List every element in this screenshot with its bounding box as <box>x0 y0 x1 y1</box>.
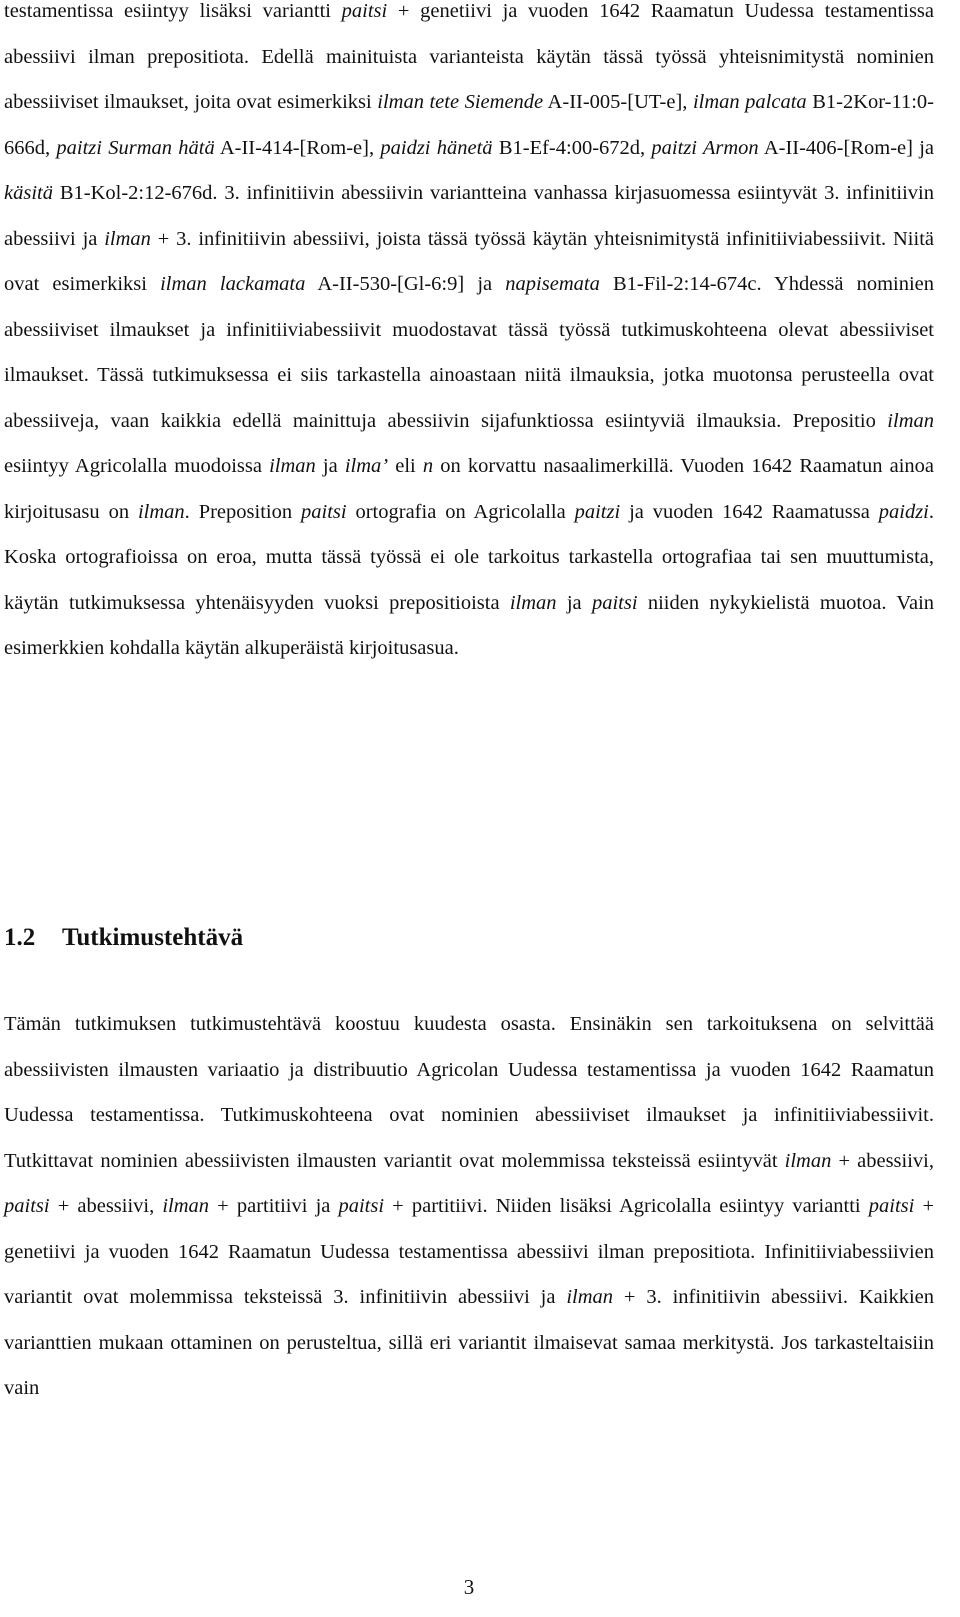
italic-text-segment: ilman <box>784 1149 832 1172</box>
text-segment: ja <box>556 591 592 614</box>
italic-text-segment: ilman lackamata <box>160 273 306 295</box>
text-segment: + 3. infinitiivin abessiivi, joista tässä työssä käytän yhteisnimitystä infinitiiviabessiivit. Niitä ovat esimerkiksi <box>4 227 934 295</box>
text-segment: + partitiivi. Niiden lisäksi Agricolalla esiintyy variantti <box>384 1195 869 1217</box>
body-paragraph <box>4 1002 934 1412</box>
italic-text-segment: ilman palcata <box>692 91 807 113</box>
italic-text-segment: paitsi <box>868 1195 915 1217</box>
section-title: Tutkimustehtävä <box>62 924 244 951</box>
page-number: 3 <box>463 1575 475 1599</box>
italic-text-segment: ilman <box>566 1286 614 1308</box>
text-segment: . Preposition <box>184 500 301 523</box>
text-segment: niiden nykykielistä muotoa. Vain esimerkkien kohdalla käytän alkuperäistä kirjoitusasua. <box>4 591 935 659</box>
italic-text-segment: ilman <box>104 227 151 250</box>
body-paragraph <box>4 0 934 672</box>
text-segment: + abessiivi, <box>831 1149 934 1172</box>
text-segment: Tämän tutkimuksen tutkimustehtävä koostuu kuudesta osasta. Ensinäkin sen tarkoituksena on selvittää abessiivisten ilmausten variaatio ja distribuutio Agricolan Uudessa testamentissa ja vuoden 1642 Raamatun Uudessa testamentissa. Tutkimuskohteena ovat nominien abessiiviset ilmaukset ja infinitiiviabessiivit. Tutkittavat nominien abessiivisten ilmausten variantit ovat molemmissa teksteissä esiintyvät <box>4 1013 934 1172</box>
text-segment: esiintyy Agricolalla muodoissa <box>4 455 270 477</box>
italic-text-segment: käsitä <box>4 182 53 204</box>
text-segment: eli <box>388 455 423 477</box>
text-segment: A-II-406-[Rom-e] ja <box>758 136 935 159</box>
italic-text-segment: paitsi <box>338 1195 385 1217</box>
italic-text-segment: paidzi <box>878 500 929 523</box>
text-segment: B1-Kol-2:12-676d. 3. infinitiivin abessiivin variantteina vanhassa kirjasuomessa esiintyvät 3. infinitiivin abessiivi ja <box>4 182 934 250</box>
italic-text-segment: ilman <box>162 1195 210 1217</box>
italic-text-segment: paitsi <box>341 0 388 22</box>
text-segment: ja vuoden 1642 Raamatussa <box>620 500 879 523</box>
italic-text-segment: napisemata <box>505 273 600 295</box>
text-segment: B1-2Kor-11:0-666d, <box>4 91 934 159</box>
text-segment: + genetiivi ja vuoden 1642 Raamatun Uudessa testamentissa abessiivi ilman prepositiota. Infinitiiviabessiivien variantit ovat molemmissa teksteissä 3. infinitiivin abessiivi ja <box>4 1195 935 1308</box>
italic-text-segment: paidzi hänetä <box>380 136 493 159</box>
section-heading <box>4 918 243 958</box>
text-segment: A-II-414-[Rom-e], <box>214 136 381 159</box>
text-segment: B1-Fil-2:14-674c. Yhdessä nominien abessiiviset ilmaukset ja infinitiiviabessiivit muodostavat tässä työssä tutkimuskohteena olevat abessiiviset ilmaukset. Tässä tutkimuksessa ei siis tarkastella ainoastaan niitä ilmauksia, jotka muotonsa perusteella ovat abessiiveja, vaan kaikkia edellä mainittuja abessiivin sijafunktiossa esiintyviä ilmauksia. Prepositio <box>4 273 935 432</box>
italic-text-segment: ilman tete Siemende <box>377 91 544 113</box>
document-page <box>4 0 934 1617</box>
italic-text-segment: ilman <box>269 455 316 477</box>
text-segment: + abessiivi, <box>49 1195 163 1217</box>
text-segment: on korvattu nasaalimerkillä. Vuoden 1642 Raamatun ainoa kirjoitusasu on <box>4 455 934 523</box>
italic-text-segment: ilman <box>509 591 557 614</box>
italic-text-segment: ilman <box>137 500 185 523</box>
section-number: 1.2 <box>4 924 36 951</box>
text-segment: testamentissa esiintyy lisäksi variantti <box>4 0 342 22</box>
italic-text-segment: paitzi <box>574 500 621 523</box>
text-segment: ortografia on Agricolalla <box>346 500 575 523</box>
italic-text-segment: paitzi Armon <box>651 136 759 159</box>
italic-text-segment: paitsi <box>591 591 638 614</box>
italic-text-segment: ilman <box>887 409 934 432</box>
italic-text-segment: ilma’ <box>344 455 389 477</box>
text-segment: B1-Ef-4:00-672d, <box>492 136 652 159</box>
text-segment: ja <box>315 455 345 477</box>
text-segment: + genetiivi ja vuoden 1642 Raamatun Uudessa testamentissa abessiivi ilman prepositiota. Edellä mainituista varianteista käytän tässä työssä yhteisnimitystä nominien abessiiviset ilmaukset, joita ovat esimerkiksi <box>4 0 935 113</box>
text-segment: . Koska ortografioissa on eroa, mutta tässä työssä ei ole tarkoitus tarkastella ortografiaa tai sen muuttumista, käytän tutkimuksessa yhtenäisyyden vuoksi prepositioista <box>4 500 934 614</box>
text-segment: A-II-005-[UT-e], <box>543 91 693 113</box>
italic-text-segment: paitzi Surman hätä <box>56 136 215 159</box>
text-segment: + partitiivi ja <box>209 1195 339 1217</box>
italic-text-segment: n <box>422 455 434 477</box>
text-segment: A-II-530-[Gl-6:9] ja <box>305 273 506 295</box>
text-segment: + 3. infinitiivin abessiivi. Kaikkien varianttien mukaan ottaminen on perusteltua, sillä eri variantit ilmaisevat samaa merkitystä. Jos tarkasteltaisiin vain <box>4 1286 934 1399</box>
italic-text-segment: paitsi <box>4 1195 50 1217</box>
italic-text-segment: paitsi <box>301 500 347 523</box>
